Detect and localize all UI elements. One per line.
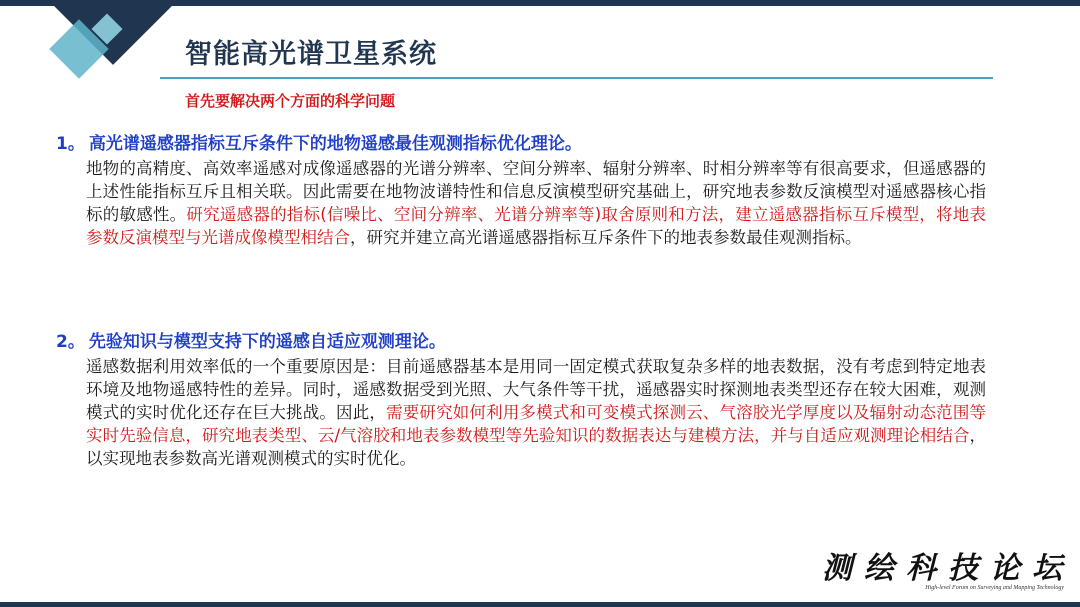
section-2-text-part-2: ，以实现地表参数高光谱观测模式的实时优化。 [86, 426, 986, 468]
section-2 [56, 330, 986, 470]
section-2-text-part-1: 遥感数据利用效率低的一个重要原因是：目前遥感器基本是用同一固定模式获取复杂多样的地表数据，没有考虑到特定地表环境及地物遥感特性的差异。同时，遥感数据受到光照、大气条件等干扰，遥感器实时探测地表类型还存在较大困难，观测模式的实时优化还存在巨大挑战。因此， [86, 357, 986, 422]
bottom-bar [0, 602, 1080, 607]
section-2-heading [56, 330, 986, 354]
section-2-number: 2。 [56, 332, 85, 352]
section-2-body [86, 355, 986, 470]
section-1-heading [56, 132, 986, 156]
section-2-heading-text: 先验知识与模型支持下的遥感自适应观测理论。 [88, 332, 446, 352]
logo-text: 测绘科技论坛 [822, 551, 1074, 586]
logo-subtext: High-level Forum on Surveying and Mapping Technology [925, 585, 1064, 591]
slide-title: 智能高光谱卫星系统 [185, 39, 437, 70]
section-1-text-part-1: 地物的高精度、高效率遥感对成像遥感器的光谱分辨率、空间分辨率、辐射分辨率、时相分辨率等有很高要求，但遥感器的上述性能指标互斥且相关联。因此需要在地物波谱特性和信息反演模型研究基础上，研究地表参数反演模型对遥感器核心指标的敏感性。 [86, 159, 986, 224]
section-1-body [86, 157, 986, 249]
section-1-number: 1。 [56, 134, 85, 154]
title-underline [160, 77, 993, 79]
section-1-emphasis: 研究遥感器的指标(信噪比、空间分辨率、光谱分辨率等)取舍原则和方法，建立遥感器指标互斥模型，将地表参数反演模型与光谱成像模型相结合 [86, 205, 987, 247]
slide-subtitle: 首先要解决两个方面的科学问题 [185, 92, 396, 110]
forum-logo [822, 543, 1072, 593]
section-2-emphasis: 需要研究如何利用多模式和可变模式探测云、气溶胶光学厚度以及辐射动态范围等实时先验信息，研究地表类型、云/气溶胶和地表参数模型等先验知识的数据表达与建模方法，并与自适应观测理论相结合 [86, 403, 987, 445]
section-1-text-part-2: ，研究并建立高光谱遥感器指标互斥条件下的地表参数最佳观测指标。 [350, 228, 862, 247]
section-1 [56, 132, 986, 249]
section-1-heading-text: 高光谱遥感器指标互斥条件下的地物遥感最佳观测指标优化理论。 [88, 134, 582, 154]
